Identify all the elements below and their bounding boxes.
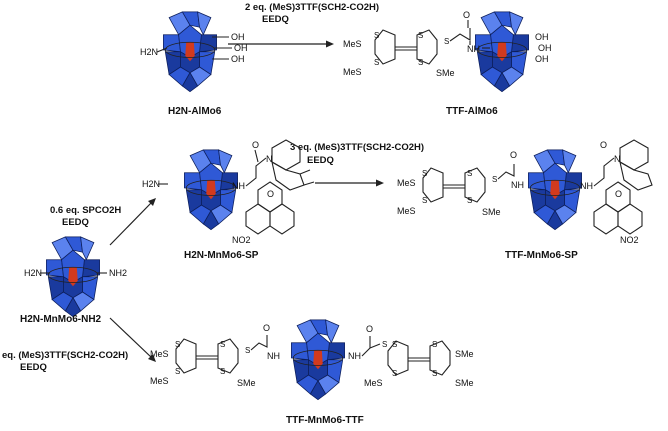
indoline-n-label: N <box>266 154 273 164</box>
indoline-n-label: N <box>614 154 621 164</box>
reagent-middle-line2: EEDQ <box>307 155 334 166</box>
sulfur-label: S <box>220 340 226 349</box>
mes-label: MeS <box>343 39 362 49</box>
compound-label-h2n-mnmo6-nh2: H2N-MnMo6-NH2 <box>20 314 102 325</box>
mes-label: MeS <box>397 178 416 188</box>
pyran-oxygen: O <box>267 189 275 199</box>
sulfur-label: S <box>422 196 428 205</box>
sulfur-label: S <box>418 58 424 67</box>
polyhedron-face <box>510 12 523 35</box>
reagent-top-line1: 2 eq. (MeS)3TTF(SCH2-CO2H) <box>245 2 380 13</box>
reagent-left-upper-line2: EEDQ <box>62 217 89 228</box>
sulfur-label: S <box>444 37 450 46</box>
sulfur-label: S <box>467 196 473 205</box>
polyoxometalate-cluster-3 <box>184 150 237 230</box>
hydroxyl-label-c1c: OH <box>231 54 245 64</box>
sulfur-label: S <box>374 58 380 67</box>
hydroxyl-label-c1a: OH <box>231 32 245 42</box>
mes-label: MeS <box>150 376 169 386</box>
sulfur-label: S <box>392 369 398 378</box>
spiropyran-unit-c4 <box>580 140 652 245</box>
arrow-middle <box>315 180 384 187</box>
reagent-middle-line1: 3 eq. (MeS)3TTF(SCH2-CO2H) <box>290 142 425 153</box>
polyhedron-face <box>326 320 339 343</box>
reagent-top-line2: EEDQ <box>262 14 289 25</box>
sulfur-label: S <box>432 340 438 349</box>
sulfur-label: S <box>467 169 473 178</box>
sulfur-label: S <box>432 369 438 378</box>
sulfur-label: S <box>175 367 181 376</box>
polyoxometalate-cluster-6 <box>291 320 344 400</box>
ttf-unit-c4 <box>397 150 524 217</box>
sulfur-label: S <box>220 367 226 376</box>
compound-label-ttf-mnmo6-ttf: TTF-MnMo6-TTF <box>286 415 364 426</box>
carbonyl-oxygen: O <box>366 324 374 334</box>
amine-label-c5-right: NH2 <box>109 268 128 278</box>
amine-label-c3: H2N <box>142 179 161 189</box>
compound-label-h2n-mnmo6-sp: H2N-MnMo6-SP <box>184 250 259 261</box>
nitro-label: NO2 <box>232 235 251 245</box>
polyhedron-face <box>219 150 232 173</box>
sulfur-label: S <box>245 346 251 355</box>
polyoxometalate-cluster-1 <box>163 12 216 92</box>
sulfur-label: S <box>374 31 380 40</box>
amide-nh-label: NH <box>348 351 361 361</box>
compound-label-h2n-almo6: H2N-AlMo6 <box>168 106 222 117</box>
hydroxyl-label-c2a: OH <box>535 32 549 42</box>
mes-label: MeS <box>343 67 362 77</box>
sme-label: SMe <box>482 207 501 217</box>
sulfur-label: S <box>422 169 428 178</box>
polyoxometalate-cluster-5 <box>46 237 99 317</box>
amide-nh-label: NH <box>267 351 280 361</box>
mes-label: MeS <box>150 349 169 359</box>
amine-label-c1: H2N <box>140 47 159 57</box>
spiropyran-unit-c3 <box>232 140 314 245</box>
polyoxometalate-cluster-4 <box>528 150 581 230</box>
amide-nh-label: NH <box>580 181 593 191</box>
ttf-unit-c6-left <box>150 323 280 388</box>
carbonyl-oxygen: O <box>510 150 518 160</box>
polyoxometalate-cluster-2 <box>475 12 528 92</box>
mes-label: MeS <box>364 378 383 388</box>
amide-nh-label: NH <box>232 181 245 191</box>
reagent-left-lower-line1: eq. (MeS)3TTF(SCH2-CO2H) <box>2 350 129 361</box>
sme-label: SMe <box>436 68 455 78</box>
nitro-label: NO2 <box>620 235 639 245</box>
carbonyl-oxygen: O <box>252 140 260 150</box>
sme-label: SMe <box>455 378 474 388</box>
reagent-left-lower-line2: EEDQ <box>20 362 47 373</box>
amine-label-c5-left: H2N <box>24 268 43 278</box>
sulfur-label: S <box>492 175 498 184</box>
carbonyl-oxygen: O <box>600 140 608 150</box>
polyhedron-face <box>563 150 576 173</box>
compound-label-ttf-mnmo6-sp: TTF-MnMo6-SP <box>505 250 578 261</box>
hydroxyl-label-c2b: OH <box>538 43 552 53</box>
carbonyl-oxygen: O <box>463 10 471 20</box>
sme-label: SMe <box>237 378 256 388</box>
amide-nh-label: NH <box>511 180 524 190</box>
carbonyl-oxygen: O <box>263 323 271 333</box>
mes-label: MeS <box>397 206 416 216</box>
ttf-unit-c2 <box>343 10 490 78</box>
hydroxyl-label-c1b: OH <box>234 43 248 53</box>
polyhedron-face <box>198 12 211 35</box>
sulfur-label: S <box>382 340 388 349</box>
sulfur-label: S <box>175 340 181 349</box>
ttf-unit-c6-right <box>348 324 474 388</box>
compound-label-ttf-almo6: TTF-AlMo6 <box>446 106 498 117</box>
sulfur-label: S <box>392 340 398 349</box>
hydroxyl-label-c2c: OH <box>535 54 549 64</box>
sme-label: SMe <box>455 349 474 359</box>
reagent-left-upper-line1: 0.6 eq. SPCO2H <box>50 205 122 216</box>
amide-nh-label: NH <box>467 44 480 54</box>
polyhedron-face <box>81 237 94 260</box>
sulfur-label: S <box>418 31 424 40</box>
pyran-oxygen: O <box>615 189 623 199</box>
